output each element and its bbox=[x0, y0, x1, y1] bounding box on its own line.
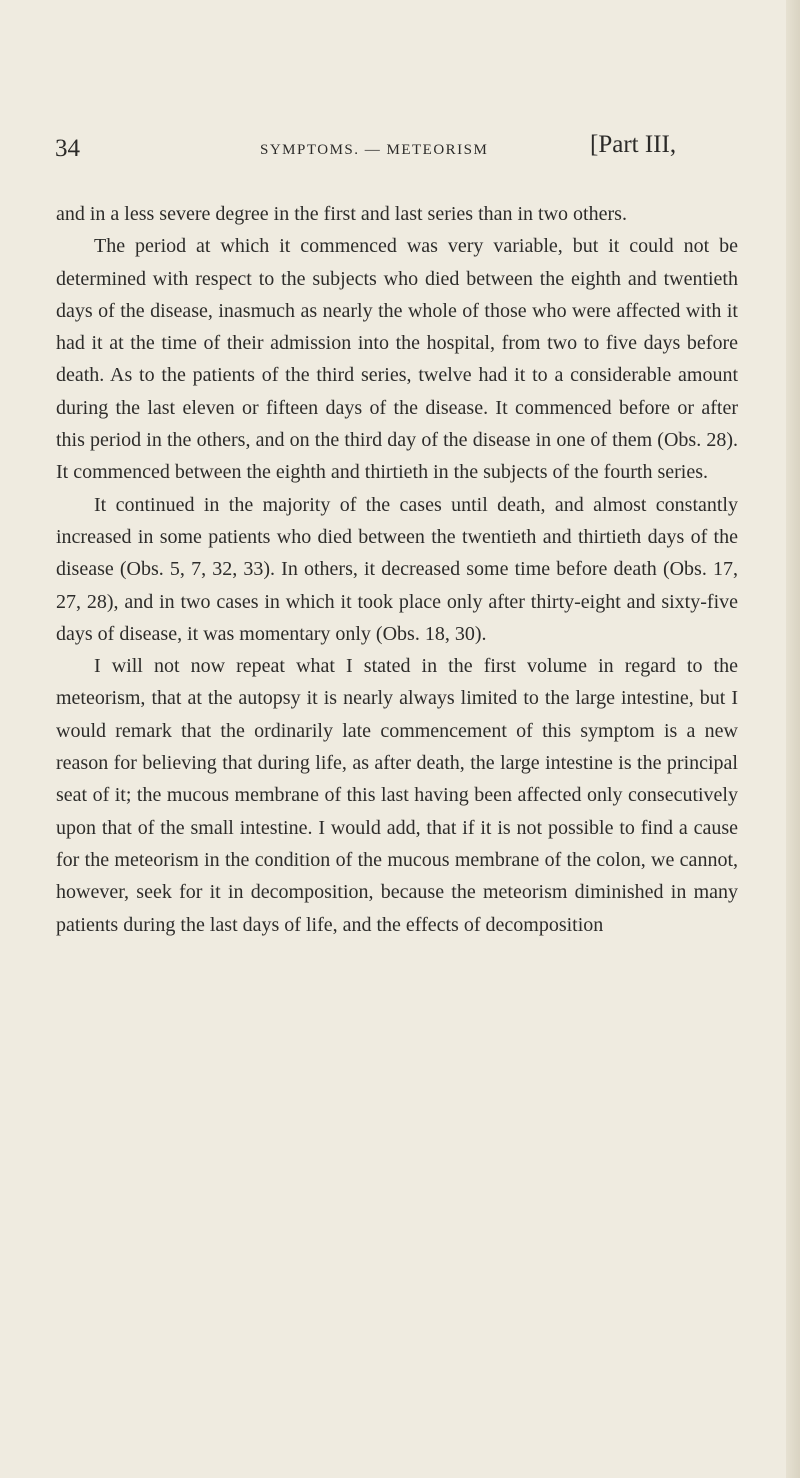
paragraph-2: The period at which it commenced was very variable, but it could not be determined with respect to the subjects who died between the eighth and twentieth days of the disease, inasmuch as nearly the whole of those who were affected with it had it at the time of their admission into the hospital, from two to five days before death. As to the patients of the third series, twelve had it to a considerable amount during the last eleven or fifteen days of the disease. It commenced before or after this period in the others, and on the third day of the disease in one of them (Obs. 28). It commenced between the eighth and thirtieth in the subjects of the fourth series. bbox=[56, 235, 738, 484]
page-header bbox=[55, 131, 745, 175]
page-edge bbox=[786, 0, 800, 1478]
body-text bbox=[56, 198, 738, 941]
part-label: [Part III, bbox=[590, 131, 677, 158]
paragraph-4: I will not now repeat what I stated in the first volume in regard to the meteorism, that at the autopsy it is nearly always limited to the large intestine, but I would remark that the ordinarily late commencement of this symptom is a new reason for believing that during life, as after death, the large intestine is the principal seat of it; the mucous membrane of this last having been affected only consecutively upon that of the small intestine. I would add, that if it is not possible to find a cause for the meteorism in the condition of the mucous membrane of the colon, we cannot, however, seek for it in decomposition, because the meteorism diminished in many patients during the last days of life, and the effects of decomposition bbox=[56, 655, 738, 936]
running-title: SYMPTOMS. — METEORISM bbox=[260, 142, 489, 158]
paragraph-3: It continued in the majority of the cases until death, and almost constantly increased in some patients who died between the twentieth and thirtieth days of the disease (Obs. 5, 7, 32, 33). In others, it decreased some time before death (Obs. 17, 27, 28), and in two cases in which it took place only after thirty-eight and sixty-five days of disease, it was momentary only (Obs. 18, 30). bbox=[56, 493, 738, 645]
page-number: 34 bbox=[55, 135, 80, 162]
paragraph-1: and in a less severe degree in the first and last series than in two others. bbox=[56, 203, 627, 225]
